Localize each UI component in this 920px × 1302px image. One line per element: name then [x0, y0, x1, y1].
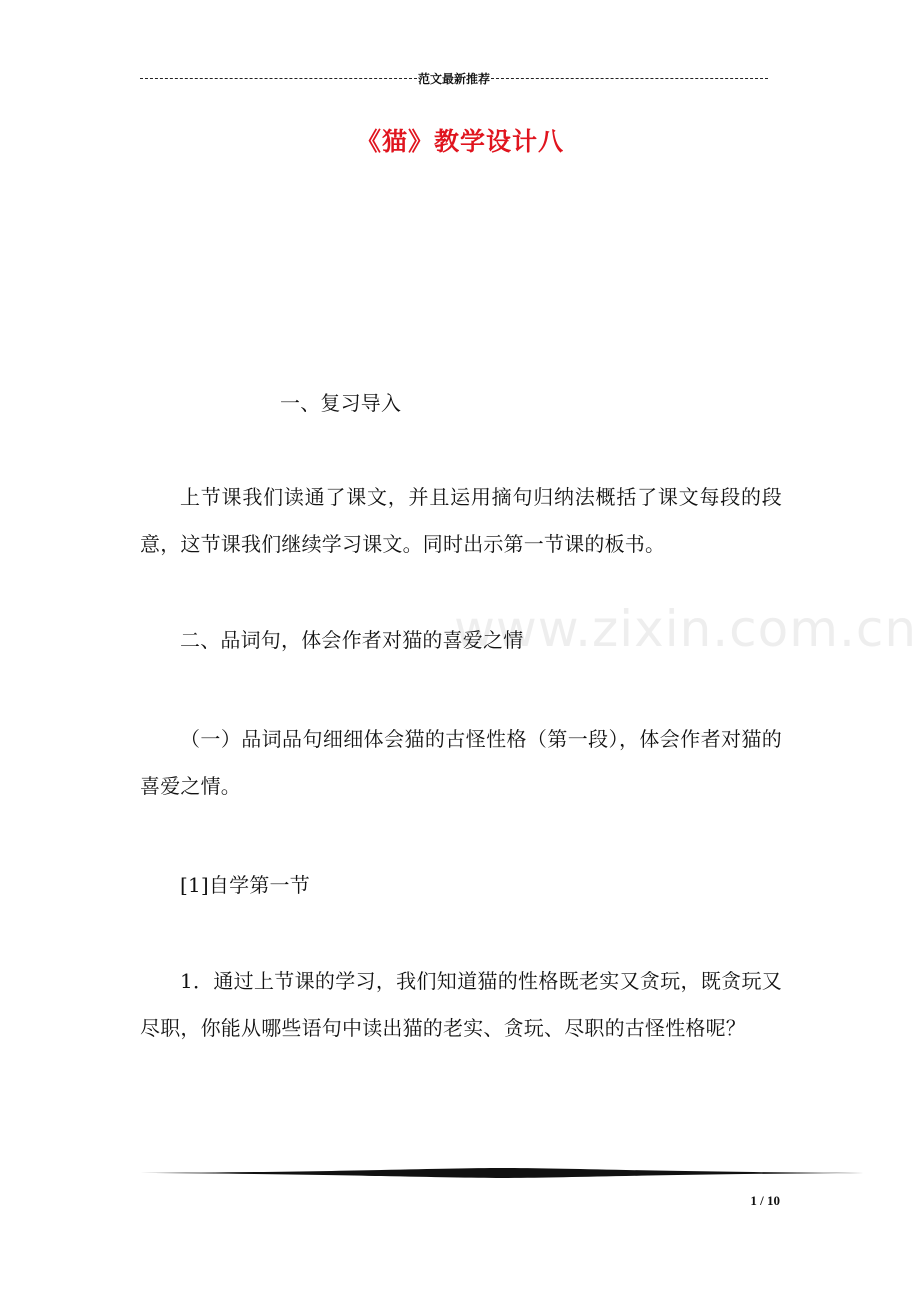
- page-indicator: 1 / 10: [750, 1193, 780, 1208]
- header-label: 范文最新推荐: [418, 71, 491, 86]
- section-heading-words: 二、品词句，体会作者对猫的喜爱之情: [180, 628, 524, 652]
- header-dash-left: [140, 78, 417, 79]
- paragraph-question-one: 1．通过上节课的学习，我们知道猫的性格既老实又贪玩，既贪玩又尽职，你能从哪些语句中读出猫的老实、贪玩、尽职的古怪性格呢？: [140, 969, 782, 1040]
- section-heading-review: 一、复习导入: [280, 391, 402, 415]
- header-dash-right: [491, 78, 768, 79]
- watermark: www.zixin.com.cn: [454, 600, 918, 658]
- footer-rule: [140, 1166, 864, 1180]
- paragraph-intro: 上节课我们读通了课文，并且运用摘句归纳法概括了课文每段的段意，这节课我们继续学习课文。同时出示第一节课的板书。: [140, 485, 782, 556]
- paragraph-self-study: [1]自学第一节: [180, 873, 310, 897]
- document-title: 《猫》教学设计八: [355, 127, 564, 156]
- paragraph-subsection-one: （一）品词品句细细体会猫的古怪性格（第一段），体会作者对猫的喜爱之情。: [140, 727, 782, 798]
- page-header: [140, 68, 768, 88]
